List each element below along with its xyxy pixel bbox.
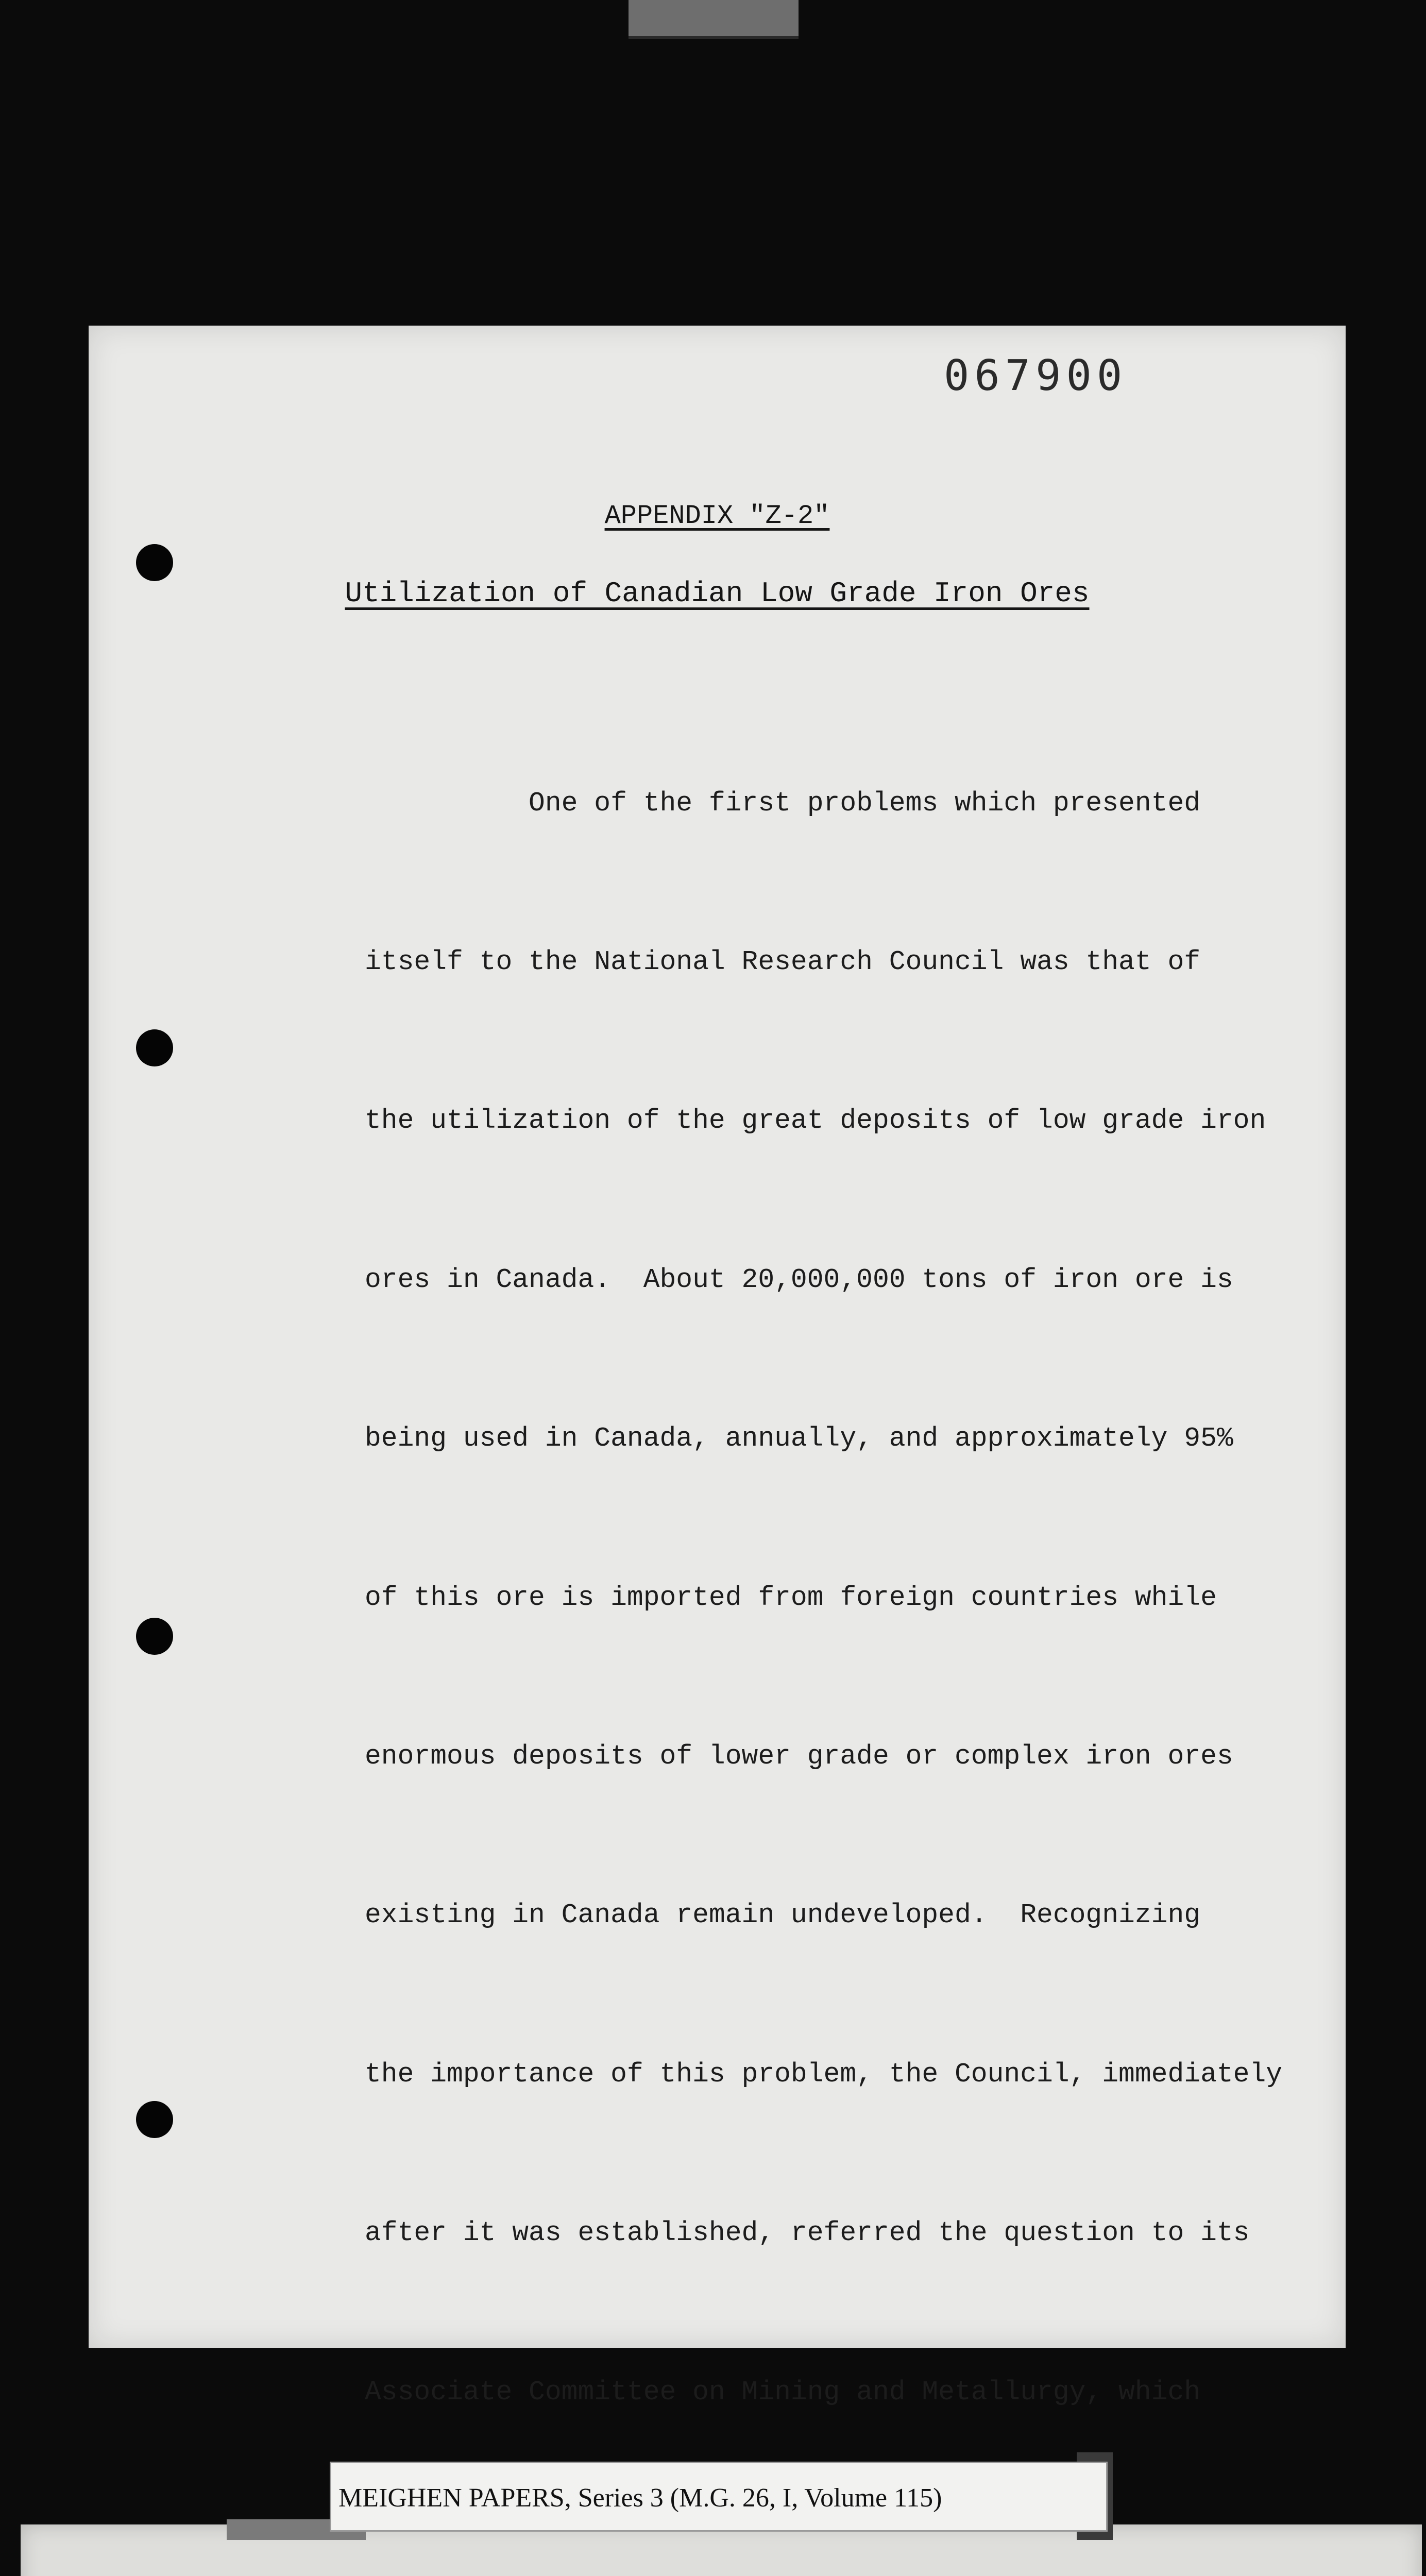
document-page	[89, 326, 1346, 2408]
punch-hole	[136, 2101, 173, 2138]
body-text	[365, 671, 1333, 2576]
text-line: ores in Canada. About 20,000,000 tons of iron ore is	[365, 1264, 1233, 1295]
text-line: of this ore is imported from foreign countries while	[365, 1582, 1217, 1613]
punch-hole	[136, 544, 173, 581]
text-line: the utilization of the great deposits of low grade iron	[365, 1105, 1266, 1137]
text-line: itself to the National Research Council was that of	[365, 946, 1201, 977]
text-line: enormous deposits of lower grade or complex iron ores	[365, 1740, 1233, 1772]
text-line: the importance of this problem, the Council, immediately	[365, 2058, 1283, 2090]
stamp-number: 067900	[944, 351, 1128, 400]
top-clip-tab	[629, 0, 799, 39]
document-title	[89, 577, 1346, 610]
text-line: Associate Committee on Mining and Metallurgy, which	[365, 2376, 1201, 2408]
appendix-heading-text: APPENDIX "Z-2"	[604, 501, 830, 531]
appendix-heading	[89, 501, 1346, 531]
text-line: being used in Canada, annually, and approximately 95%	[365, 1423, 1233, 1454]
punch-hole	[136, 1618, 173, 1655]
document-title-text: Utilization of Canadian Low Grade Iron Ores	[345, 577, 1090, 610]
text-line: existing in Canada remain undeveloped. Recognizing	[365, 1900, 1201, 1931]
text-line: One of the first problems which presented	[365, 787, 1201, 819]
punch-hole	[136, 1029, 173, 1066]
text-line: after it was established, referred the question to its	[365, 2217, 1250, 2249]
collection-label: MEIGHEN PAPERS, Series 3 (M.G. 26, I, Volume 115)	[330, 2462, 1108, 2532]
